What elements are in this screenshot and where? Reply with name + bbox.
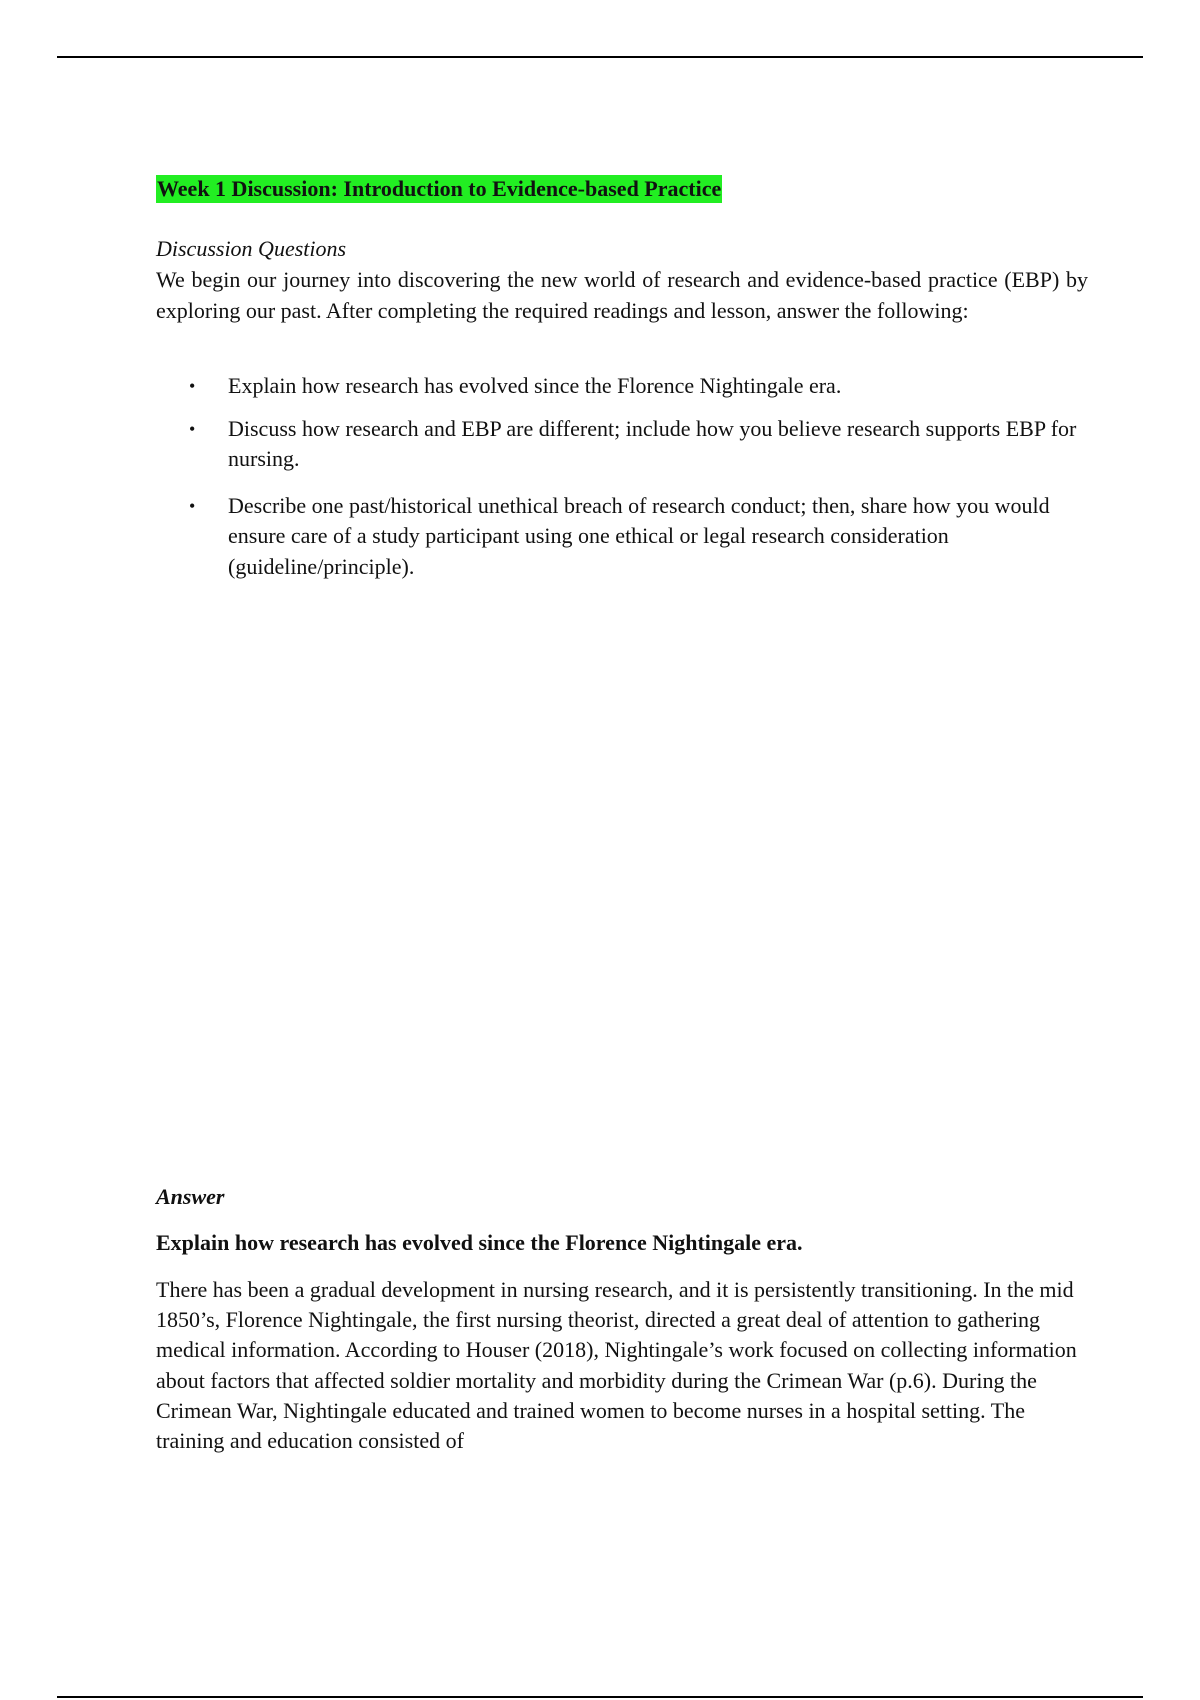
bottom-divider (57, 1696, 1143, 1698)
question-text: Explain how research has evolved since the Florence Nightingale era. (228, 373, 842, 398)
question-text: Describe one past/historical unethical breach of research conduct; then, share how you would ensure care of a study participant using one ethical or legal research consideration (guideline/principle). (228, 492, 1050, 579)
question-item (156, 491, 1088, 583)
questions-list (156, 371, 1088, 594)
bullet-icon: • (189, 495, 196, 516)
question-item (156, 414, 1088, 475)
top-divider (57, 56, 1143, 58)
bullet-icon: • (189, 418, 196, 439)
question-item (156, 371, 1088, 402)
answer-paragraph: There has been a gradual development in nursing research, and it is persistently transitioning. In the mid 1850’s, Florence Nightingale, the first nursing theorist, directed a great deal of attention to gathering medical information. According to Houser (2018), Nightingale’s work focused on collecting information about factors that affected soldier mortality and morbidity during the Crimean War (p.6). During the Crimean War, Nightingale educated and trained women to become nurses in a hospital setting. The training and education consisted of (156, 1277, 1077, 1454)
bullet-icon: • (189, 376, 196, 396)
document-title: Week 1 Discussion: Introduction to Evidence-based Practice (157, 176, 722, 201)
answer-subheading: Explain how research has evolved since the Florence Nightingale era. (156, 1230, 803, 1255)
discussion-questions-heading: Discussion Questions (156, 236, 347, 261)
question-text: Discuss how research and EBP are different; include how you believe research supports EBP for nursing. (228, 415, 1077, 471)
answer-heading: Answer (156, 1184, 225, 1209)
intro-paragraph: We begin our journey into discovering the new world of research and evidence-based practice (EBP) by exploring our past. After completing the required readings and lesson, answer the following: (156, 267, 1088, 323)
